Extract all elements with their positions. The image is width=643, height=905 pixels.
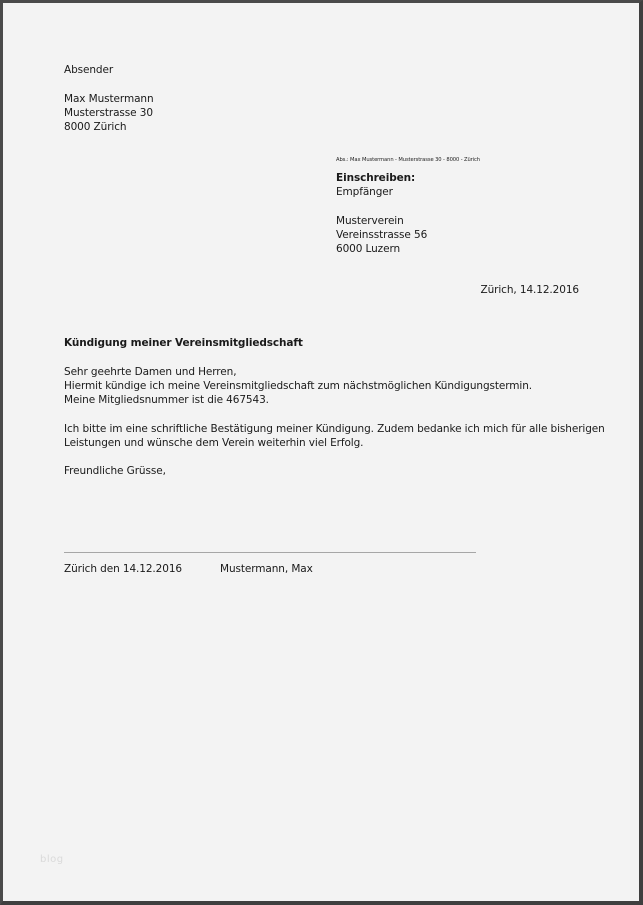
sender-city: 8000 Zürich [64,121,127,133]
recipient-street: Vereinsstrasse 56 [336,229,428,241]
salutation: Sehr geehrte Damen und Herren, [64,366,237,378]
signature-name: Mustermann, Max [220,563,313,575]
body-paragraph1-line2: Meine Mitgliedsnummer ist die 467543. [64,394,269,406]
body-paragraph2-line1: Ich bitte im eine schriftliche Bestätigung meiner Kündigung. Zudem bedanke ich mich für alle bisherigen [64,423,605,435]
delivery-type: Einschreiben: [336,172,416,184]
sender-street: Musterstrasse 30 [64,107,153,119]
sender-heading: Absender [64,64,114,76]
subject-line: Kündigung meiner Vereinsmitgliedschaft [64,337,303,349]
recipient-name: Musterverein [336,215,404,227]
recipient-city: 6000 Luzern [336,243,401,255]
return-address-line: Abs.: Max Mustermann - Musterstrasse 30 - 8000 - Zürich [336,157,480,163]
sender-name: Max Mustermann [64,93,154,105]
body-paragraph2-line2: Leistungen und wünsche dem Verein weiterhin viel Erfolg. [64,437,364,449]
signature-line [64,552,476,553]
recipient-label: Empfänger [336,186,393,198]
body-paragraph1-line1: Hiermit kündige ich meine Vereinsmitgliedschaft zum nächstmöglichen Kündigungstermin. [64,380,533,392]
signature-place-date: Zürich den 14.12.2016 [64,563,182,575]
watermark-text: blog [40,854,64,865]
closing: Freundliche Grüsse, [64,465,166,477]
place-date: Zürich, 14.12.2016 [480,284,579,296]
